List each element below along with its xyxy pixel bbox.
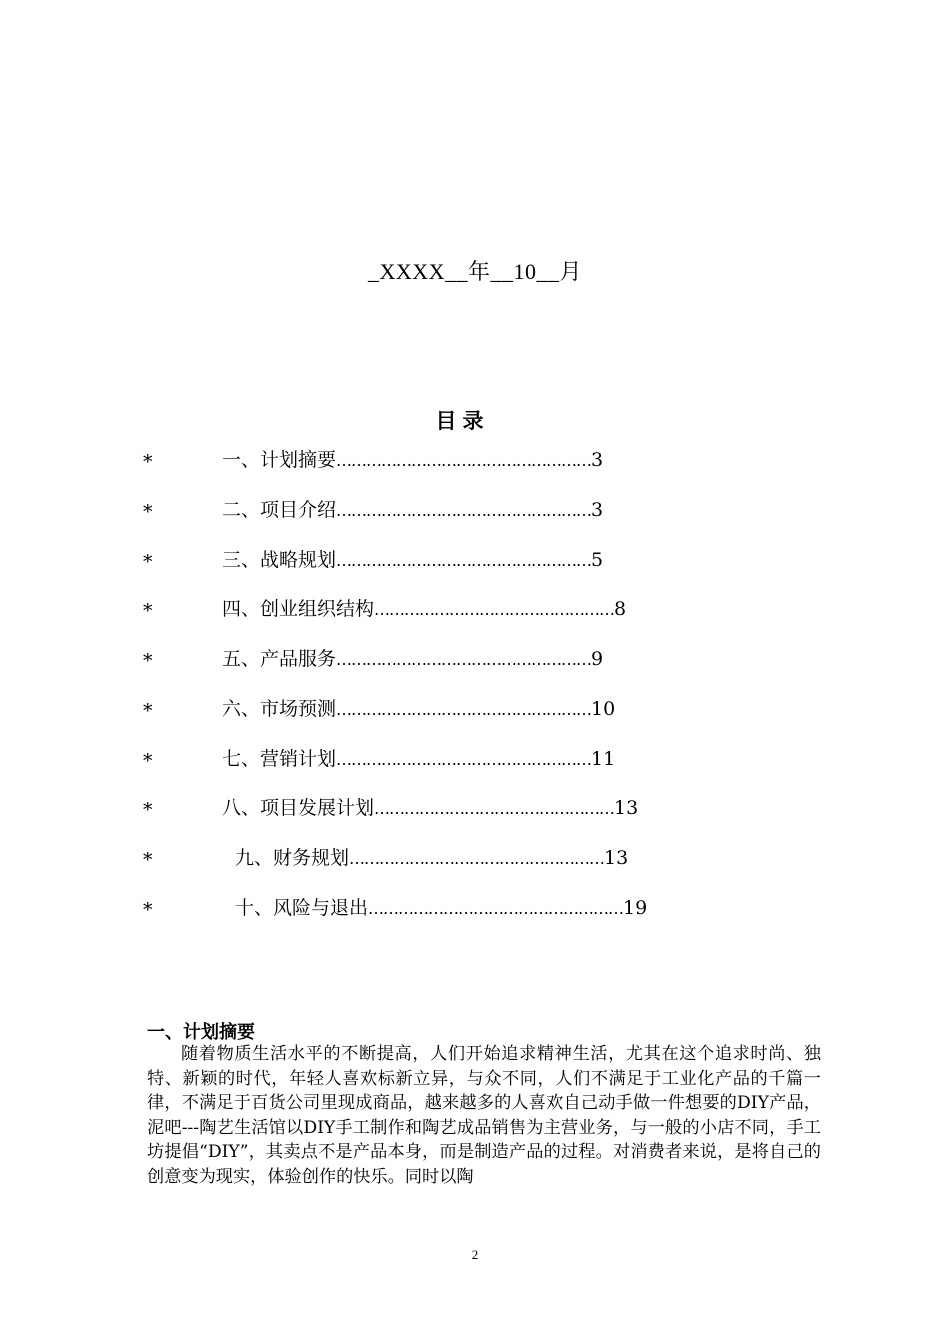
toc-entry — [222, 644, 603, 675]
toc-entry-leader: …………………………………………… — [336, 700, 592, 719]
toc-entry-leader: …………………………………………… — [336, 750, 592, 769]
page-number: 2 — [471, 1247, 479, 1262]
toc-entry-leader: ………………………………………… — [374, 799, 615, 818]
toc-entry-leader: …………………………………………… — [368, 899, 624, 918]
toc-bullet: * — [143, 551, 153, 573]
toc-entry — [222, 793, 638, 824]
date-line: _XXXX__年__10__月 — [367, 259, 583, 284]
section-heading: 一、计划摘要 — [147, 1022, 255, 1043]
toc-entry-page: 3 — [591, 499, 604, 521]
toc-bullet: * — [143, 501, 153, 523]
toc-entry-label: 三、战略规划 — [222, 549, 337, 571]
toc-entry — [235, 893, 647, 924]
toc-entry-leader: …………………………………………… — [336, 451, 592, 470]
toc-entry-leader: ………………………………………… — [374, 600, 615, 619]
toc-bullet: * — [143, 700, 153, 722]
toc-entry — [222, 545, 603, 576]
toc-entry-label: 十、风险与退出 — [235, 897, 369, 919]
toc-entry — [222, 744, 615, 775]
toc-entry-label: 五、产品服务 — [222, 648, 337, 670]
toc-entry-label: 二、项目介绍 — [222, 499, 337, 521]
toc-entry — [222, 495, 603, 526]
toc-bullet: * — [143, 899, 153, 921]
toc-entry-page: 13 — [604, 847, 629, 869]
toc-bullet: * — [143, 650, 153, 672]
toc-bullet: * — [143, 799, 153, 821]
toc-entry-leader: …………………………………………… — [336, 551, 592, 570]
toc-entry — [222, 445, 603, 476]
toc-entry-label: 六、市场预测 — [222, 698, 337, 720]
toc-entry-page: 5 — [591, 549, 604, 571]
toc-title: 目录 — [435, 408, 490, 433]
toc-entry — [235, 843, 628, 874]
toc-bullet: * — [143, 451, 153, 473]
toc-entry-label: 四、创业组织结构 — [222, 598, 375, 620]
toc-entry-leader: …………………………………………… — [349, 849, 605, 868]
toc-entry-page: 10 — [591, 698, 616, 720]
toc-entry — [222, 694, 615, 725]
body-paragraph: 随着物质生活水平的不断提高，人们开始追求精神生活，尤其在这个追求时尚、独特、新颖的时代，年轻人喜欢标新立异，与众不同，人们不满足于工业化产品的千篇一律，不满足于百货公司里现成商品，越来越多的人喜欢自己动手做一件想要的DIY产品，泥吧---陶艺生活馆以DIY手工制作和陶艺成品销售为主营业务，与一般的小店不同，手工坊提倡“DIY”，其卖点不是产品本身，而是制造产品的过程。对消费者来说，是将自己的创意变为现实，体验创作的快乐。同时以陶 — [147, 1044, 821, 1187]
toc-entry-label: 九、财务规划 — [235, 847, 350, 869]
toc-bullet: * — [143, 849, 153, 871]
toc-bullet: * — [143, 600, 153, 622]
toc-entry-label: 八、项目发展计划 — [222, 797, 375, 819]
toc-entry-page: 11 — [591, 748, 616, 770]
toc-entry-page: 19 — [623, 897, 648, 919]
toc-entry-page: 13 — [614, 797, 639, 819]
toc-entry-page: 9 — [591, 648, 604, 670]
toc-entry-label: 七、营销计划 — [222, 748, 337, 770]
toc-bullet: * — [143, 750, 153, 772]
toc-entry-page: 3 — [591, 449, 604, 471]
toc-entry-leader: …………………………………………… — [336, 501, 592, 520]
toc-entry-page: 8 — [614, 598, 627, 620]
toc-entry — [222, 594, 626, 625]
toc-entry-label: 一、计划摘要 — [222, 449, 337, 471]
toc-entry-leader: …………………………………………… — [336, 650, 592, 669]
